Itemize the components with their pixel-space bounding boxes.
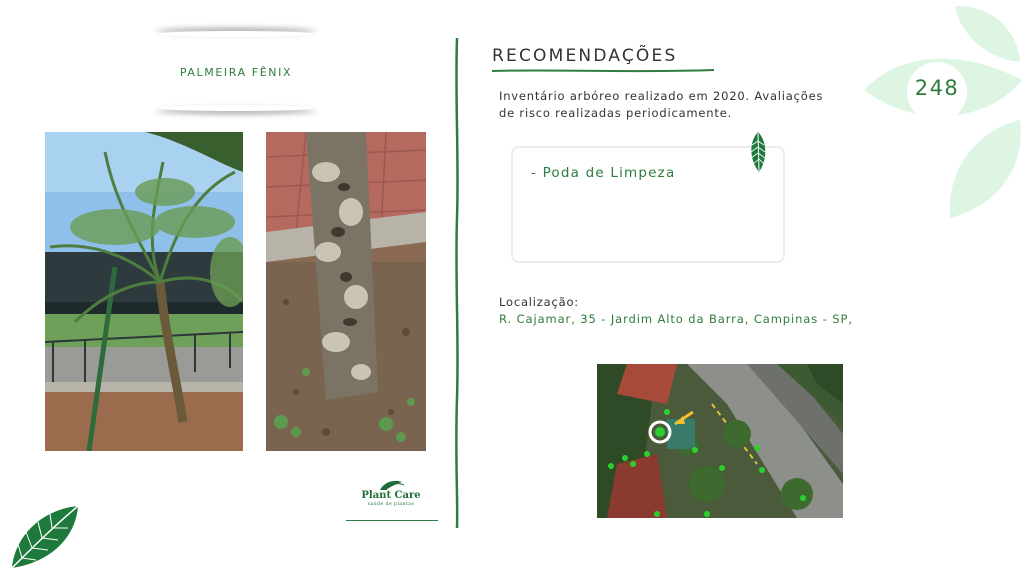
palm-leaf-icon — [747, 131, 769, 173]
recommendations-box — [511, 146, 785, 263]
inventory-line-1: Inventário arbóreo realizado em 2020. Avaliações — [499, 89, 824, 103]
logo-tagline: saúde de plantas — [367, 502, 415, 507]
logo-underline — [346, 520, 438, 521]
page-number: 248 — [914, 76, 960, 100]
palm-photo-full — [45, 132, 243, 451]
location-map — [597, 364, 843, 518]
heading-underline — [492, 68, 714, 74]
palm-photo-trunk — [266, 132, 426, 451]
leaf-decoration-top-right — [860, 0, 1024, 225]
inventory-text — [499, 88, 859, 122]
logo-name: Plant Care — [361, 490, 421, 501]
vertical-divider — [452, 38, 462, 528]
inventory-line-2: de risco realizadas periodicamente. — [499, 106, 733, 120]
tree-name: PALMEIRA FÊNIX — [179, 66, 293, 79]
location-label: Localização: — [499, 295, 579, 309]
recommendations-heading: RECOMENDAÇÕES — [492, 46, 678, 66]
recommendation-item: - Poda de Limpeza — [531, 165, 676, 181]
leaf-icon — [8, 500, 84, 572]
location-address: R. Cajamar, 35 - Jardim Alto da Barra, Campinas - SP, — [499, 312, 853, 326]
